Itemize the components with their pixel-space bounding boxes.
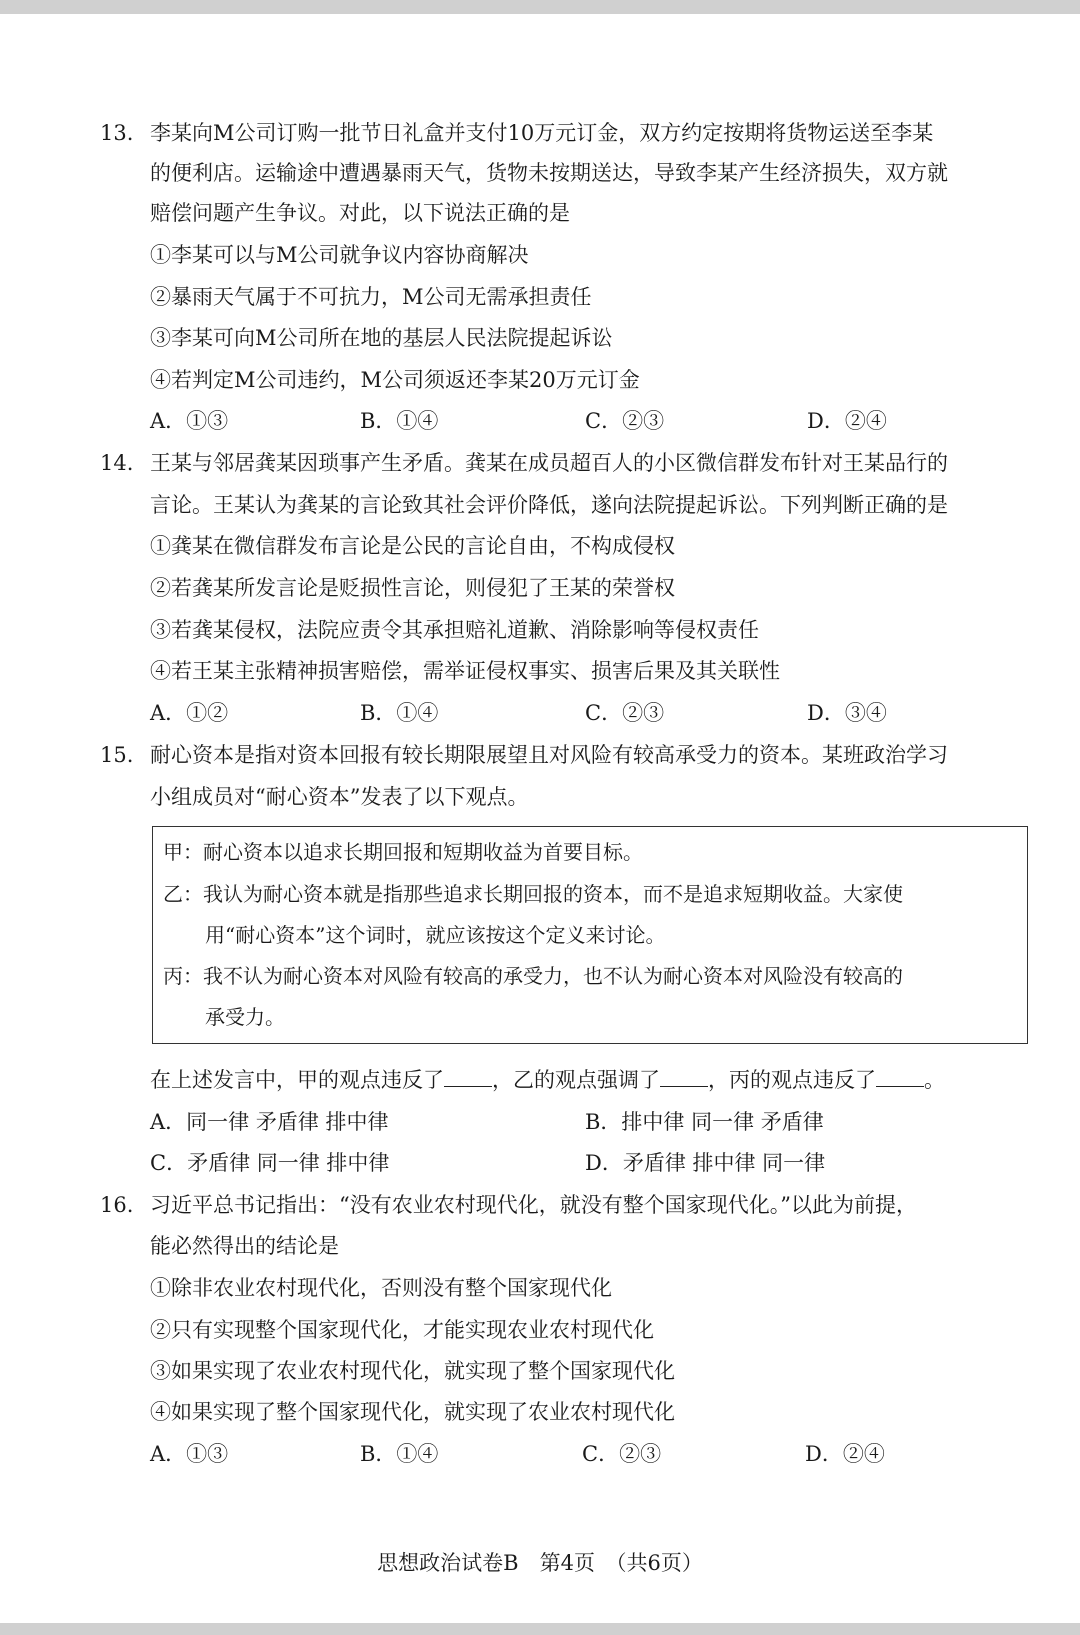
answer-option-b: B．①④ <box>360 1442 439 1466</box>
answer-option-a: A．①② <box>150 701 229 725</box>
answer-option-b: B．①④ <box>360 701 439 725</box>
question-number: 13. <box>100 121 134 145</box>
statement-item: ③若龚某侵权，法院应责令其承担赔礼道歉、消除影响等侵权责任 <box>150 618 759 642</box>
answer-option-d: D．③④ <box>807 701 887 725</box>
statement-item: ④若判定M公司违约，M公司须返还李某20万元订金 <box>150 368 640 392</box>
answer-blank <box>444 1066 492 1087</box>
question-stem-line: 李某向M公司订购一批节日礼盒并支付10万元订金，双方约定按期将货物运送至李某 <box>150 121 934 145</box>
question-stem-line: 耐心资本是指对资本回报有较长期限展望且对风险有较高承受力的资本。某班政治学习 <box>150 743 948 767</box>
question-stem-line: 习近平总书记指出：“没有农业农村现代化，就没有整个国家现代化。”以此为前提， <box>150 1193 917 1217</box>
statement-item: ③李某可向M公司所在地的基层人民法院提起诉讼 <box>150 326 613 350</box>
answer-option-c: C．②③ <box>582 1442 662 1466</box>
question-number: 15. <box>100 743 134 767</box>
statement-item: ③如果实现了农业农村现代化，就实现了整个国家现代化 <box>150 1359 675 1383</box>
stem-part: 在上述发言中，甲的观点违反了 <box>150 1068 444 1092</box>
viewpoint-bing: 丙：我不认为耐心资本对风险有较高的承受力，也不认为耐心资本对风险没有较高的 <box>163 964 903 988</box>
question-stem-line: 小组成员对“耐心资本”发表了以下观点。 <box>150 785 529 809</box>
question-stem-line: 言论。王某认为龚某的言论致其社会评价降低，遂向法院提起诉讼。下列判断正确的是 <box>150 493 948 517</box>
question-stem-line: 赔偿问题产生争议。对此，以下说法正确的是 <box>150 201 570 225</box>
answer-option-d: D．②④ <box>807 409 887 433</box>
stem-part: 。 <box>924 1068 945 1092</box>
answer-option-a: A．①③ <box>150 409 229 433</box>
viewpoint-yi: 乙：我认为耐心资本就是指那些追求长期回报的资本，而不是追求短期收益。大家使 <box>163 882 903 906</box>
answer-option-a: A．同一律 矛盾律 排中律 <box>150 1110 389 1134</box>
stem-part: ，丙的观点违反了 <box>708 1068 876 1092</box>
answer-option-d: D．②④ <box>805 1442 885 1466</box>
answer-option-c: C．②③ <box>585 701 665 725</box>
answer-blank <box>660 1066 708 1087</box>
question-number: 14. <box>100 451 134 475</box>
fill-blank-stem <box>150 1065 945 1095</box>
viewpoint-yi-cont: 用“耐心资本”这个词时，就应该按这个定义来讨论。 <box>205 923 666 947</box>
statement-item: ②暴雨天气属于不可抗力，M公司无需承担责任 <box>150 285 592 309</box>
viewpoint-bing-cont: 承受力。 <box>205 1005 285 1029</box>
answer-option-c: C．矛盾律 同一律 排中律 <box>150 1151 390 1175</box>
page-footer: 思想政治试卷B 第4页 （共6页） <box>377 1551 703 1575</box>
answer-option-a: A．①③ <box>150 1442 229 1466</box>
statement-item: ②若龚某所发言论是贬损性言论，则侵犯了王某的荣誉权 <box>150 576 675 600</box>
statement-item: ④如果实现了整个国家现代化，就实现了农业农村现代化 <box>150 1400 675 1424</box>
statement-item: ①除非农业农村现代化，否则没有整个国家现代化 <box>150 1276 612 1300</box>
answer-option-b: B．排中律 同一律 矛盾律 <box>585 1110 824 1134</box>
question-stem-line: 能必然得出的结论是 <box>150 1234 339 1258</box>
statement-item: ④若王某主张精神损害赔偿，需举证侵权事实、损害后果及其关联性 <box>150 659 780 683</box>
question-stem-line: 王某与邻居龚某因琐事产生矛盾。龚某在成员超百人的小区微信群发布针对王某品行的 <box>150 451 948 475</box>
answer-blank <box>876 1066 924 1087</box>
viewpoint-jia: 甲：耐心资本以追求长期回报和短期收益为首要目标。 <box>163 840 643 864</box>
question-number: 16. <box>100 1193 134 1217</box>
viewpoints-box <box>152 826 1028 1044</box>
stem-part: ，乙的观点强调了 <box>492 1068 660 1092</box>
statement-item: ②只有实现整个国家现代化，才能实现农业农村现代化 <box>150 1318 654 1342</box>
question-stem-line: 的便利店。运输途中遭遇暴雨天气，货物未按期送达，导致李某产生经济损失，双方就 <box>150 161 948 185</box>
answer-option-c: C．②③ <box>585 409 665 433</box>
scan-edge-bottom <box>0 1623 1080 1635</box>
statement-item: ①李某可以与M公司就争议内容协商解决 <box>150 243 529 267</box>
answer-option-d: D．矛盾律 排中律 同一律 <box>585 1151 826 1175</box>
statement-item: ①龚某在微信群发布言论是公民的言论自由，不构成侵权 <box>150 534 675 558</box>
answer-option-b: B．①④ <box>360 409 439 433</box>
